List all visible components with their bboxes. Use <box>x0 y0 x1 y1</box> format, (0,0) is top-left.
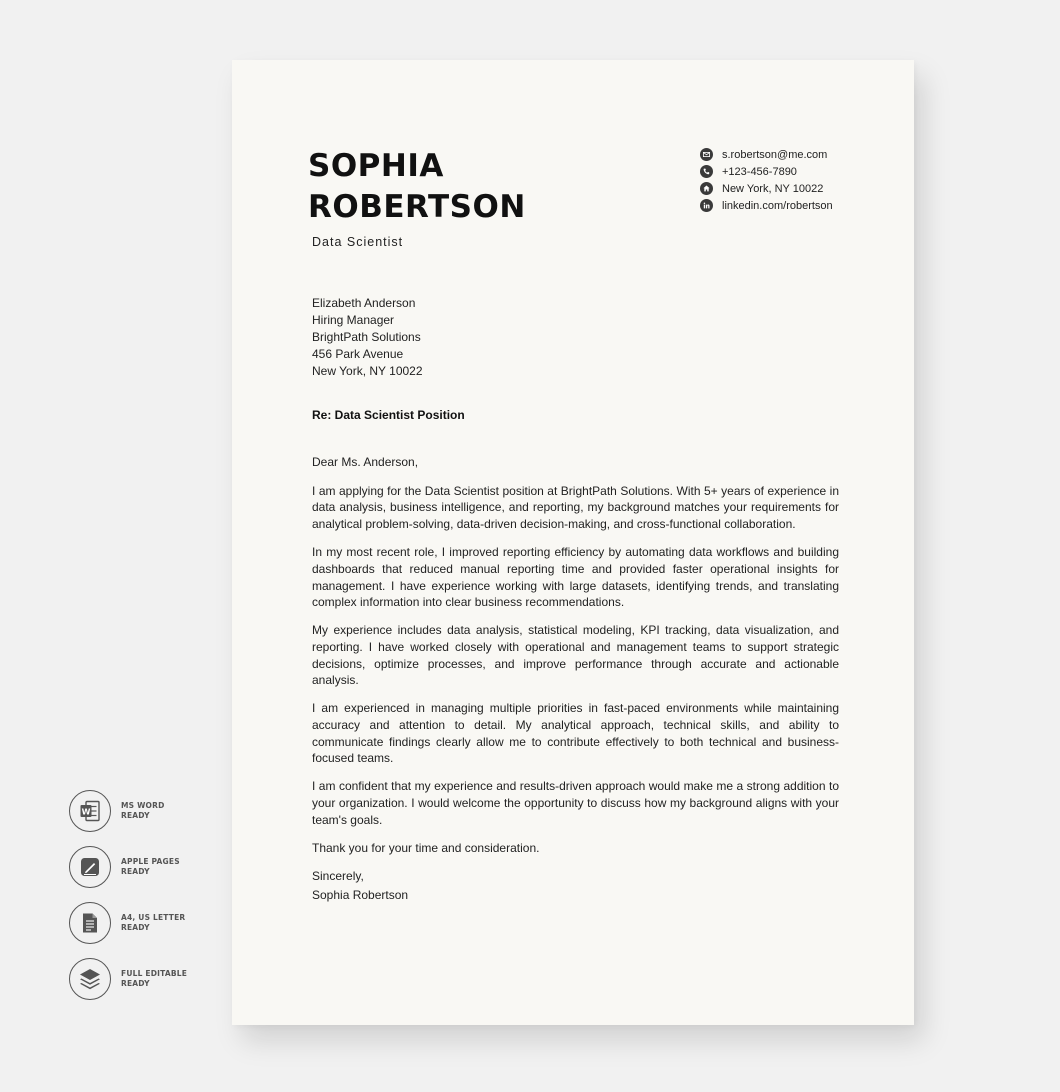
phone-text: +123-456-7890 <box>722 165 797 178</box>
feature-badges <box>69 789 187 1013</box>
home-icon <box>700 182 713 195</box>
recipient-name: Elizabeth Anderson <box>312 296 416 310</box>
linkedin-icon <box>700 199 713 212</box>
recipient-city: New York, NY 10022 <box>312 364 423 378</box>
badge-full-editable <box>69 957 187 1001</box>
closing: Sincerely, <box>312 868 364 883</box>
layers-icon <box>69 958 111 1000</box>
recipient-address <box>312 295 423 380</box>
ms-word-icon <box>69 790 111 832</box>
document-icon <box>69 902 111 944</box>
envelope-icon <box>700 148 713 161</box>
body-paragraph: In my most recent role, I improved reporting efficiency by automating data workflows and building dashboards that reduced manual reporting time and provided faster operational insights for management. I have experience working with large datasets, identifying trends, and translating complex information into clear business recommendations. <box>312 545 839 610</box>
phone-icon <box>700 165 713 178</box>
badge-label: FULL EDITABLE READY <box>121 969 188 988</box>
contact-info <box>700 146 833 214</box>
contact-linkedin <box>700 197 833 214</box>
badge-ms-word <box>69 789 187 833</box>
subject-line: Re: Data Scientist Position <box>312 408 465 422</box>
badge-page-size <box>69 901 187 945</box>
body-paragraph: My experience includes data analysis, statistical modeling, KPI tracking, data visualization, and reporting. I have worked closely with operational and management teams to support strategic decisions, optimize processes, and improve performance through accurate and actionable analysis. <box>312 623 839 688</box>
badge-label: APPLE PAGES READY <box>121 857 180 876</box>
body-paragraph: I am applying for the Data Scientist position at BrightPath Solutions. With 5+ years of experience in data analysis, business intelligence, and reporting, my background matches your requirements for analytical problem-solving, data-driven decision-making, and cross-functional collaboration. <box>312 483 839 532</box>
body-paragraph: I am confident that my experience and results-driven approach would make me a strong addition to your organization. I would welcome the opportunity to discuss how my background aligns with your team's goals. <box>312 779 839 827</box>
letter-body <box>312 454 839 915</box>
svg-text:W: W <box>81 807 91 817</box>
badge-label: MS WORD READY <box>121 801 165 820</box>
badge-apple-pages <box>69 845 187 889</box>
badge-label: A4, US LETTER READY <box>121 913 186 932</box>
recipient-street: 456 Park Avenue <box>312 347 404 361</box>
job-title: Data Scientist <box>312 235 404 249</box>
signature: Sophia Robertson <box>312 887 409 902</box>
recipient-company: BrightPath Solutions <box>312 330 421 344</box>
applicant-name <box>308 146 526 228</box>
cover-letter-page <box>232 60 914 1025</box>
linkedin-text: linkedin.com/robertson <box>722 199 833 212</box>
salutation: Dear Ms. Anderson, <box>312 455 419 469</box>
contact-address <box>700 180 833 197</box>
contact-email <box>700 146 833 163</box>
apple-pages-icon <box>69 846 111 888</box>
first-name: SOPHIA <box>308 148 444 184</box>
last-name: ROBERTSON <box>308 189 526 225</box>
email-text: s.robertson@me.com <box>722 148 828 161</box>
contact-phone <box>700 163 833 180</box>
thank-you-paragraph: Thank you for your time and consideration. <box>312 840 540 855</box>
body-paragraph: I am experienced in managing multiple priorities in fast-paced environments while maintaining accuracy and attention to detail. My analytical approach, technical skills, and ability to communicate findings clearly allow me to contribute effectively to both technical and business-focused teams. <box>312 701 839 766</box>
address-text: New York, NY 10022 <box>722 182 824 195</box>
recipient-role: Hiring Manager <box>312 313 395 327</box>
